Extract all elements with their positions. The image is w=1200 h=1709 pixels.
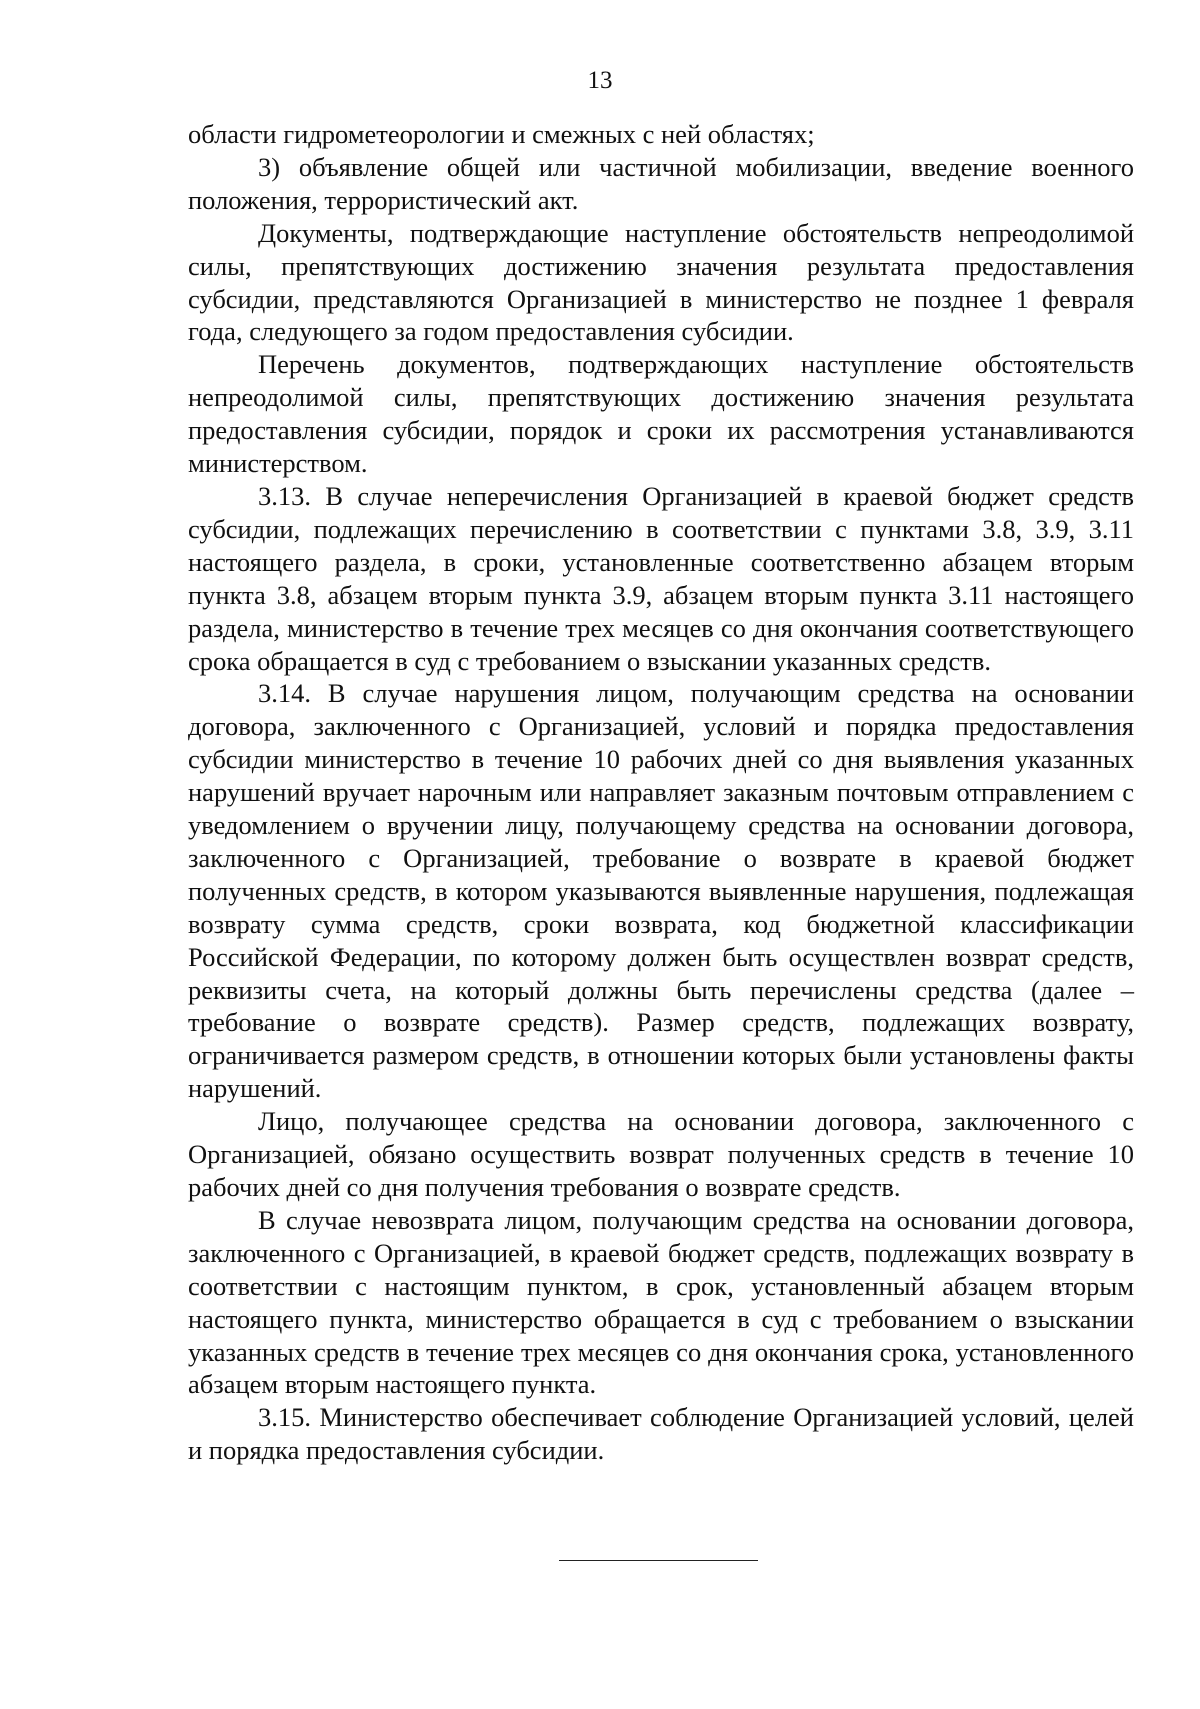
paragraph-document-list: Перечень документов, подтверждающих наступление обстоятельств непреодолимой силы, препятствующих достижению значения результата предоставления субсидии, порядок и сроки их рассмотрения устанавливаются министерством. [188,349,1134,479]
page-number: 13 [587,67,613,94]
paragraph-item-3: 3) объявление общей или частичной мобилизации, введение военного положения, террористический акт. [188,151,1134,215]
paragraph-3-13: 3.13. В случае неперечисления Организацией в краевой бюджет средств субсидии, подлежащих перечислению в соответствии с пунктами 3.8, 3.9, 3.11 настоящего раздела, в сроки, установленные соответственно абзацем вторым пункта 3.8, абзацем вторым пункта 3.9, абзацем вторым пункта 3.11 настоящего раздела, министерство в течение трех месяцев со дня окончания соответствующего срока обращается в суд с требованием о взыскании указанных средств. [188,480,1134,676]
paragraph-3-14: 3.14. В случае нарушения лицом, получающим средства на основании договора, заключенного с Организацией, условий и порядка предоставления субсидии министерство в течение 10 рабочих дней со дня выявления указанных нарушений вручает нарочным или направляет заказным почтовым отправлением с уведомлением о вручении лицу, получающему средства на основании договора, заключенного с Организацией, требование о возврате в краевой бюджет полученных средств, в котором указываются выявленные нарушения, подлежащая возврату сумма средств, сроки возврата, код бюджетной классификации Российской Федерации, по которому должен быть осуществлен возврат средств, реквизиты счета, на который должны быть перечислены средства (далее – требование о возврате средств). Размер средств, подлежащих возврату, ограничивается размером средств, в отношении которых были установлены факты нарушений. [188,678,1134,1104]
paragraph-3-15: 3.15. Министерство обеспечивает соблюдение Организацией условий, целей и порядка предоставления субсидии. [188,1402,1134,1466]
end-of-document-rule [559,1560,758,1561]
paragraph-continuation: области гидрометеорологии и смежных с ней областях; [188,119,815,149]
paragraph-documents-force-majeure: Документы, подтверждающие наступление обстоятельств непреодолимой силы, препятствующих достижению значения результата предоставления субсидии, представляются Организацией в министерство не позднее 1 февраля года, следующего за годом предоставления субсидии. [188,217,1134,347]
paragraph-refund-obligation: Лицо, получающее средства на основании договора, заключенного с Организацией, обязано осуществить возврат полученных средств в течение 10 рабочих дней со дня получения требования о возврате средств. [188,1106,1134,1202]
document-body [188,118,1134,1467]
paragraph-non-refund: В случае невозврата лицом, получающим средства на основании договора, заключенного с Организацией, в краевой бюджет средств, подлежащих возврату в соответствии с настоящим пунктом, в срок, установленный абзацем вторым настоящего пункта, министерство обращается в суд с требованием о взыскании указанных средств в течение трех месяцев со дня окончания срока, установленного абзацем вторым настоящего пункта. [188,1204,1134,1400]
